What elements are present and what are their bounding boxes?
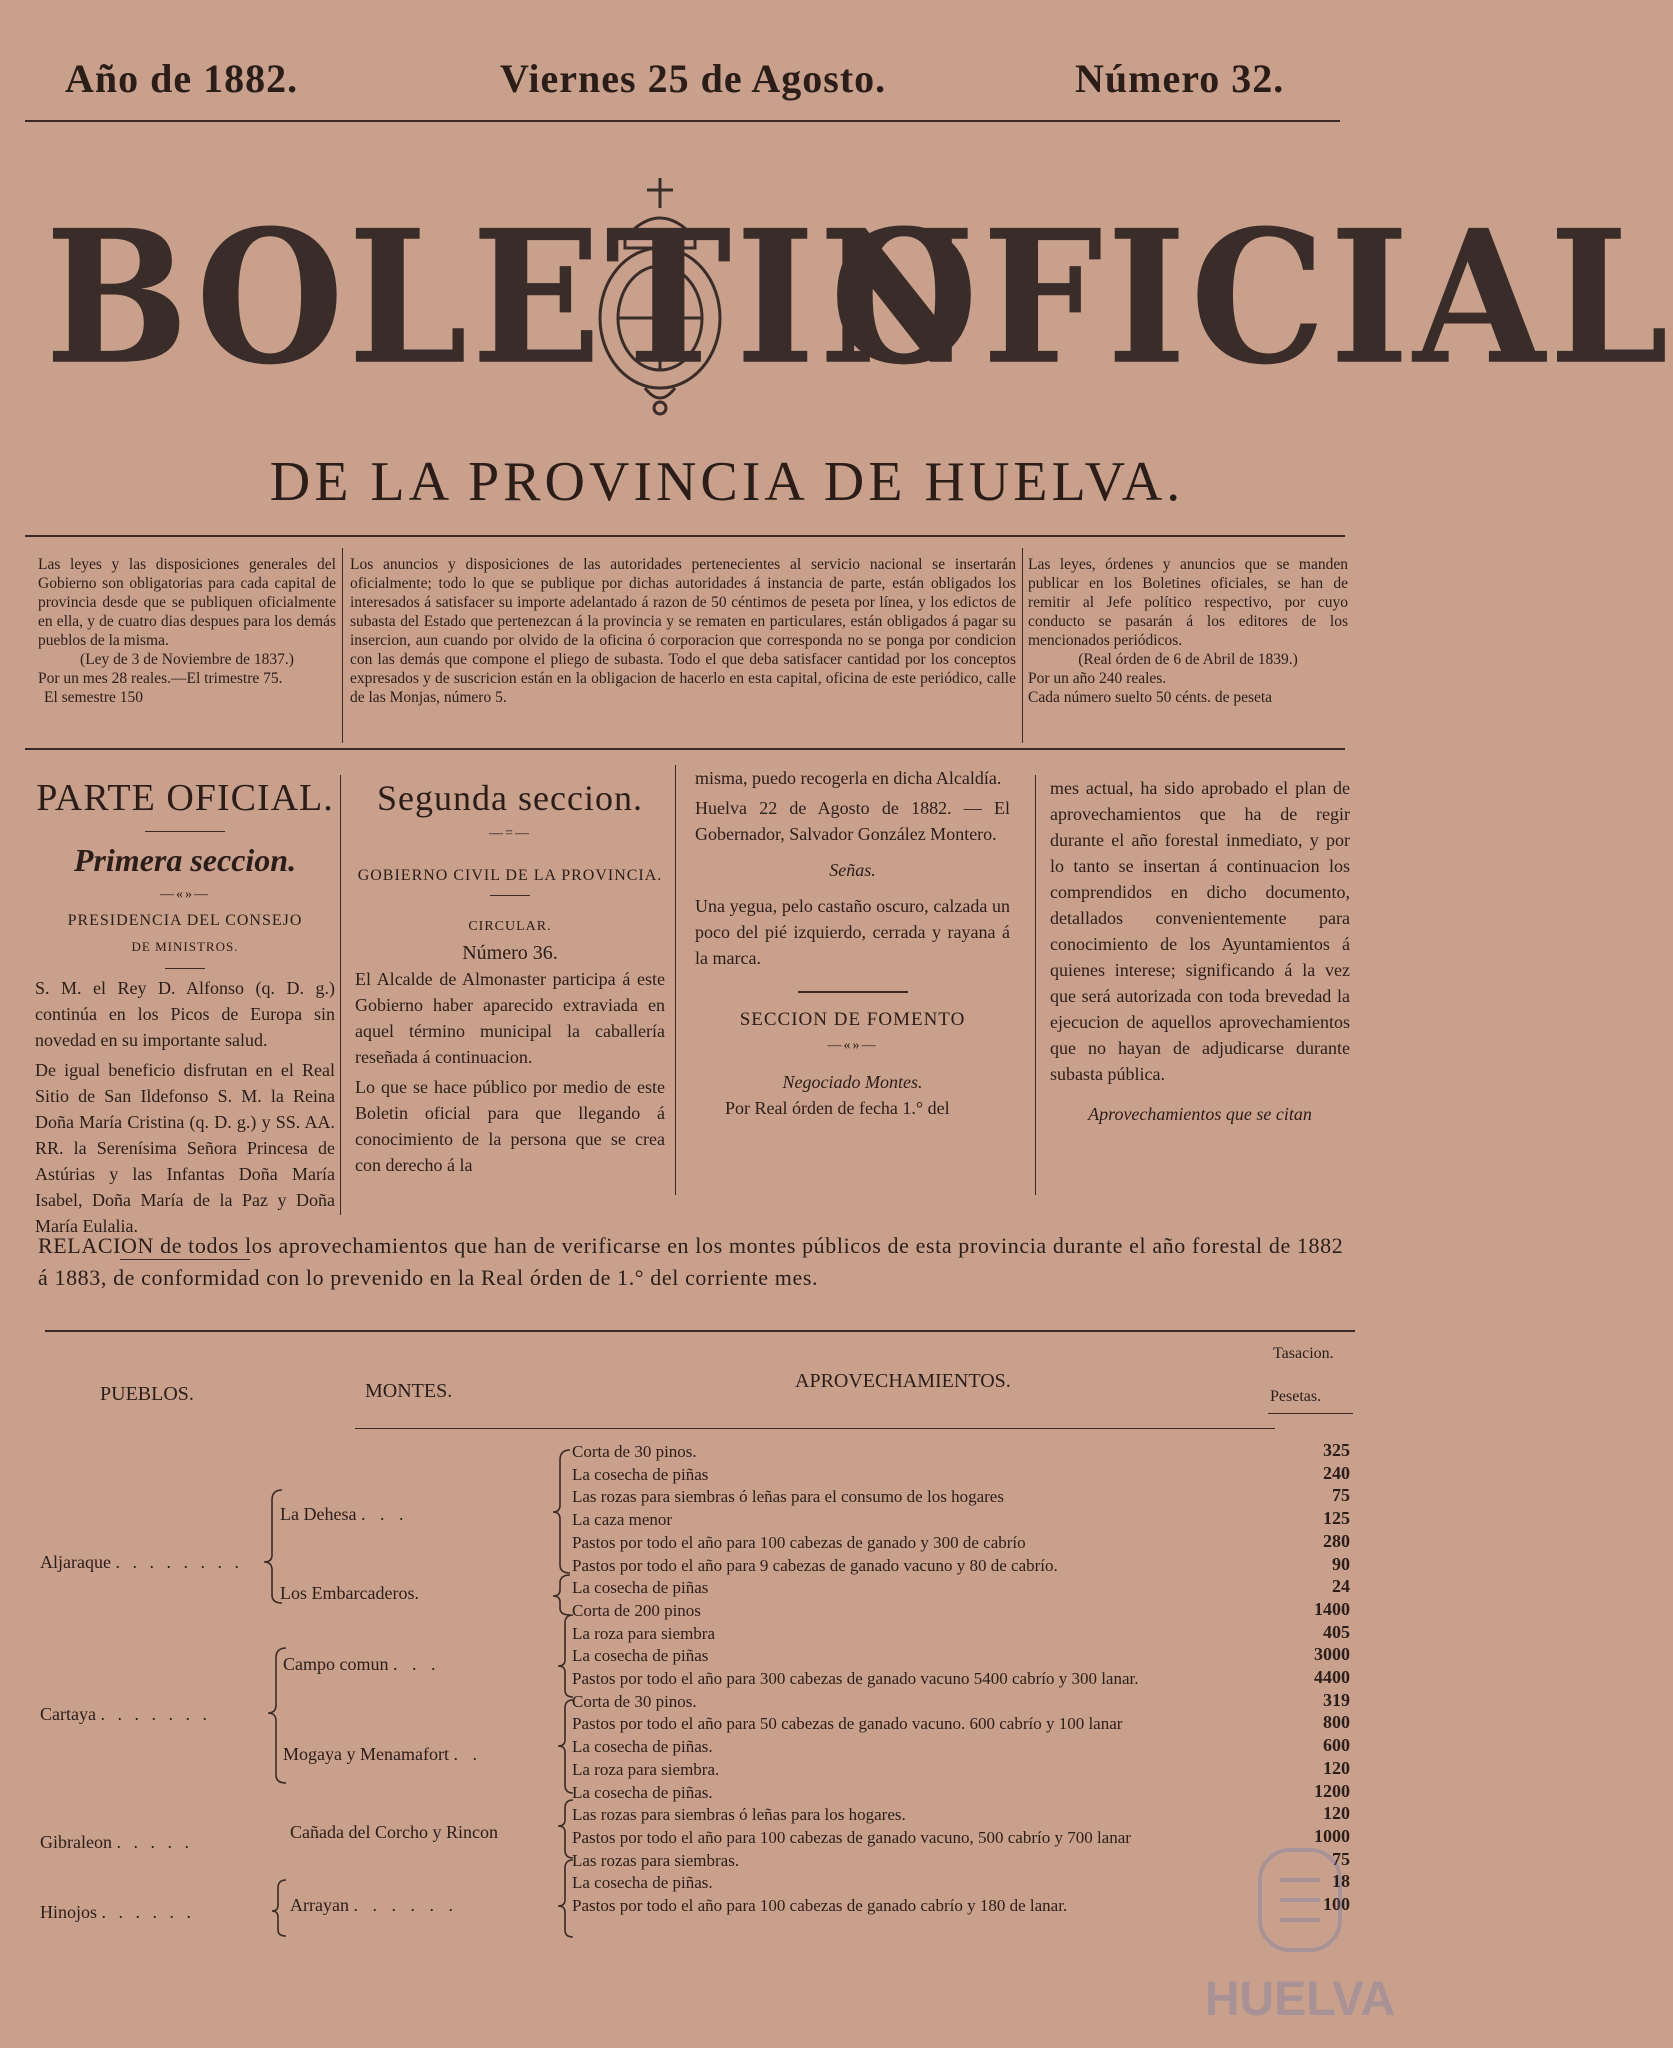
aprovechamiento-text: La roza para siembra.	[572, 1760, 720, 1779]
header-pueblos: PUEBLOS.	[100, 1383, 194, 1405]
col3-signoff: Huelva 22 de Agosto de 1882. — El Gobernador, Salvador González Montero.	[695, 798, 1010, 844]
tasacion-value: 90	[1332, 1554, 1350, 1574]
col3-negociado: Negociado Montes.	[782, 1072, 923, 1092]
aprovechamiento-text: La cosecha de piñas	[572, 1465, 709, 1484]
col2-body-2: Lo que se hace público por medio de este Boletin oficial para que llegando á conocimiento de la persona que se crea con derecho á la	[355, 1077, 665, 1175]
col2-body: El Alcalde de Almonaster participa á este Gobierno haber aparecido extraviada en aquel término municipal la caballería reseñada á continuacion.	[355, 969, 665, 1067]
col2-kind: CIRCULAR.	[468, 919, 552, 934]
aprovechamiento-text: Las rozas para siembras ó leñas para el consumo de los hogares	[572, 1487, 1004, 1506]
col4-footer: Aprovechamientos que se citan	[1088, 1104, 1312, 1124]
tasacion-value: 800	[1323, 1712, 1350, 1732]
tasacion-value: 24	[1332, 1576, 1350, 1596]
tasacion-value: 1200	[1314, 1781, 1350, 1801]
col2-deco: —=—	[489, 826, 531, 841]
monte-la-dehesa: La Dehesa . . .	[280, 1504, 409, 1524]
aprovechamiento-text: La cosecha de piñas	[572, 1578, 709, 1597]
notice-left-ref: (Ley de 3 de Noviembre de 1837.)	[80, 651, 294, 668]
aprovechamiento-text: Pastos por todo el año para 100 cabezas de ganado cabrío y 180 de lanar.	[572, 1896, 1068, 1915]
tasacion-value: 4400	[1314, 1667, 1350, 1687]
col1-dept2: DE MINISTROS.	[131, 939, 239, 954]
tasacion-value: 120	[1323, 1803, 1350, 1823]
issue-number: Número 32.	[1075, 56, 1285, 101]
aprovechamiento-text: Pastos por todo el año para 9 cabezas de ganado vacuno y 80 de cabrío.	[572, 1556, 1058, 1575]
title-right: OFICIAL	[830, 190, 1673, 406]
aprovechamiento-text: Las rozas para siembras ó leñas para los hogares.	[572, 1805, 906, 1824]
tasacion-value: 120	[1323, 1758, 1350, 1778]
aprovechamiento-text: La roza para siembra	[572, 1624, 715, 1643]
tasacion-value: 75	[1332, 1485, 1350, 1505]
notice-left-prices-2: El semestre 150	[44, 689, 144, 706]
tasacion-value: 1400	[1314, 1599, 1350, 1619]
tasacion-value: 600	[1323, 1735, 1350, 1755]
aprovechamiento-text: Pastos por todo el año para 100 cabezas de ganado y 300 de cabrío	[572, 1533, 1026, 1552]
col2-dept: GOBIERNO CIVIL DE LA PROVINCIA.	[357, 867, 663, 884]
aprovechamiento-text: La caza menor	[572, 1510, 673, 1529]
col1-body: S. M. el Rey D. Alfonso (q. D. g.) continúa en los Picos de Europa sin novedad en su importante salud.	[35, 978, 335, 1050]
col3-body-2: Por Real órden de fecha 1.° del	[725, 1098, 950, 1118]
aprovechamiento-text: La cosecha de piñas.	[572, 1783, 713, 1802]
pueblo-cartaya: Cartaya . . . . . . .	[40, 1704, 211, 1724]
col3-senas: Señas.	[829, 860, 876, 880]
col3-section: SECCION DE FOMENTO	[739, 1009, 966, 1030]
header-pesetas: Pesetas.	[1270, 1388, 1322, 1405]
aprovechamiento-text: Las rozas para siembras.	[572, 1851, 740, 1870]
pueblo-aljaraque: Aljaraque . . . . . . . .	[40, 1552, 243, 1572]
tasacion-value: 319	[1323, 1690, 1350, 1710]
aprovechamiento-text: La cosecha de piñas	[572, 1646, 709, 1665]
notice-left-prices-1: Por un mes 28 reales.—El trimestre 75.	[38, 670, 283, 687]
date: Viernes 25 de Agosto.	[500, 56, 887, 101]
aprovechamiento-text: Pastos por todo el año para 300 cabezas de ganado vacuno 5400 cabrío y 300 lanar.	[572, 1669, 1139, 1688]
col1-deco: —«»—	[160, 887, 210, 902]
title-left: BOLETIN	[45, 190, 979, 406]
notice-right-prices-1: Por un año 240 reales.	[1028, 670, 1167, 687]
tasacion-value: 1000	[1314, 1826, 1350, 1846]
aprovechamiento-text: Pastos por todo el año para 100 cabezas de ganado vacuno, 500 cabrío y 700 lanar	[572, 1828, 1131, 1847]
segunda-seccion-heading: Segunda seccion.	[377, 778, 643, 818]
col3-body: misma, puedo recogerla en dicha Alcaldía.	[695, 768, 1002, 788]
pueblo-hinojos: Hinojos . . . . . .	[40, 1902, 196, 1922]
watermark-text: HUELVA	[1204, 1973, 1396, 2026]
monte-campo-comun: Campo comun . . .	[283, 1654, 441, 1674]
monte-canada-del-corcho: Cañada del Corcho y Rincon	[290, 1822, 498, 1842]
huelva-watermark-icon	[1180, 1840, 1420, 2030]
tasacion-value: 405	[1323, 1622, 1350, 1642]
header-aprovechamientos: APROVECHAMIENTOS.	[795, 1370, 1011, 1392]
tasacion-value: 3000	[1314, 1644, 1350, 1664]
tasacion-value: 18	[1332, 1871, 1350, 1891]
col4-body: mes actual, ha sido aprobado el plan de aprovechamientos que ha de regir durante el año forestal inmediato, y por lo tanto se insertan á continuacion los comprendidos en dicho documento, detallados convenientemente para conocimiento de los Ayuntamientos á quienes interese; significando á la vez que será autorizada con toda brevedad la ejecucion de aquellos aprovechamientos que no hayan de adjudicarse durante subasta pública.	[1050, 778, 1350, 1084]
tasacion-value: 100	[1323, 1894, 1350, 1914]
col1-dept: PRESIDENCIA DEL CONSEJO	[67, 912, 303, 929]
aprovechamiento-text: La cosecha de piñas.	[572, 1873, 713, 1892]
tasacion-value: 75	[1332, 1849, 1350, 1869]
monte-los-embarcaderos: Los Embarcaderos.	[280, 1583, 419, 1603]
col3-senas-text: Una yegua, pelo castaño oscuro, calzada un poco del pié izquierdo, cerrada y rayana á la marca.	[695, 896, 1010, 968]
aprovechamiento-text: La cosecha de piñas.	[572, 1737, 713, 1756]
year: Año de 1882.	[65, 56, 299, 101]
notice-right-ref: (Real órden de 6 de Abril de 1839.)	[1078, 651, 1298, 668]
relacion-heading: RELACION de todos los aprovechamientos que han de verificarse en los montes públicos de esta provincia durante el año forestal de 1882 á 1883, de conformidad con lo prevenido en la Real órden de 1.° del corriente mes.	[38, 1233, 1344, 1290]
header-tasacion: Tasacion.	[1273, 1345, 1334, 1362]
primera-seccion-heading: Primera seccion.	[73, 842, 297, 878]
monte-arrayan: Arrayan . . . . . .	[290, 1895, 458, 1915]
aprovechamiento-text: Pastos por todo el año para 50 cabezas de ganado vacuno. 600 cabrío y 100 lanar	[572, 1714, 1123, 1733]
aprovechamiento-text: Corta de 200 pinos	[572, 1601, 701, 1620]
notice-center: Los anuncios y disposiciones de las autoridades pertenecientes al servicio nacional se insertarán oficialmente; todo lo que se publique por dichas autoridades á instancia de parte, están obligados los interesados á satisfacer su importe adelantado á razon de 50 céntimos de peseta por línea, y los edictos de subasta del Estado que pertenezcan á la provincia y se rematen en particulares, están obligados á pagar su insercion, aun cuando por olvido de la oficina ó corporacion que corresponda no se ponga por condicion con las demás que compone el pliego de subasta. Todo el que deba satisfacer cantidad por los conceptos expresados y de suscricion están en la obligacion de hacerlo en esta capital, oficina de este periódico, calle de las Monjas, número 5.	[350, 556, 1016, 706]
tasacion-value: 240	[1323, 1463, 1350, 1483]
col3-deco: —«»—	[827, 1038, 878, 1053]
tasacion-value: 125	[1323, 1508, 1350, 1528]
monte-mogaya: Mogaya y Menamafort . .	[283, 1744, 482, 1764]
aprovechamiento-text: Corta de 30 pinos.	[572, 1692, 697, 1711]
notice-right-prices-2: Cada número suelto 50 cénts. de peseta	[1028, 689, 1273, 706]
aprovechamiento-text: Corta de 30 pinos.	[572, 1442, 697, 1461]
col2-number: Número 36.	[462, 942, 558, 964]
pueblo-gibraleon: Gibraleon . . . . .	[40, 1832, 193, 1852]
header-montes: MONTES.	[365, 1380, 453, 1402]
notice-left-text: Las leyes y las disposiciones generales del Gobierno son obligatorias para cada capital de provincia desde que se publiquen oficialmente en ella, y de cuatro dias despues para los demás pueblos de la misma.	[38, 556, 336, 649]
parte-oficial-heading: PARTE OFICIAL.	[36, 777, 334, 819]
tasacion-value: 280	[1323, 1531, 1350, 1551]
tasacion-value: 325	[1323, 1440, 1350, 1460]
notice-right-text: Las leyes, órdenes y anuncios que se manden publicar en los Boletines oficiales, se han de remitir al Jefe político respectivo, por cuyo conducto se pasarán á los editores de los mencionados periódicos.	[1028, 556, 1348, 649]
subtitle: DE LA PROVINCIA DE HUELVA.	[269, 451, 1185, 513]
col1-body-2: De igual beneficio disfrutan en el Real Sitio de San Ildefonso S. M. la Reina Doña María Cristina (q. D. g.) y SS. AA. RR. la Serenísima Señora Princesa de Astúrias y las Infantas Doña María Isabel, Doña María de la Paz y Doña María Eulalia.	[35, 1060, 335, 1236]
